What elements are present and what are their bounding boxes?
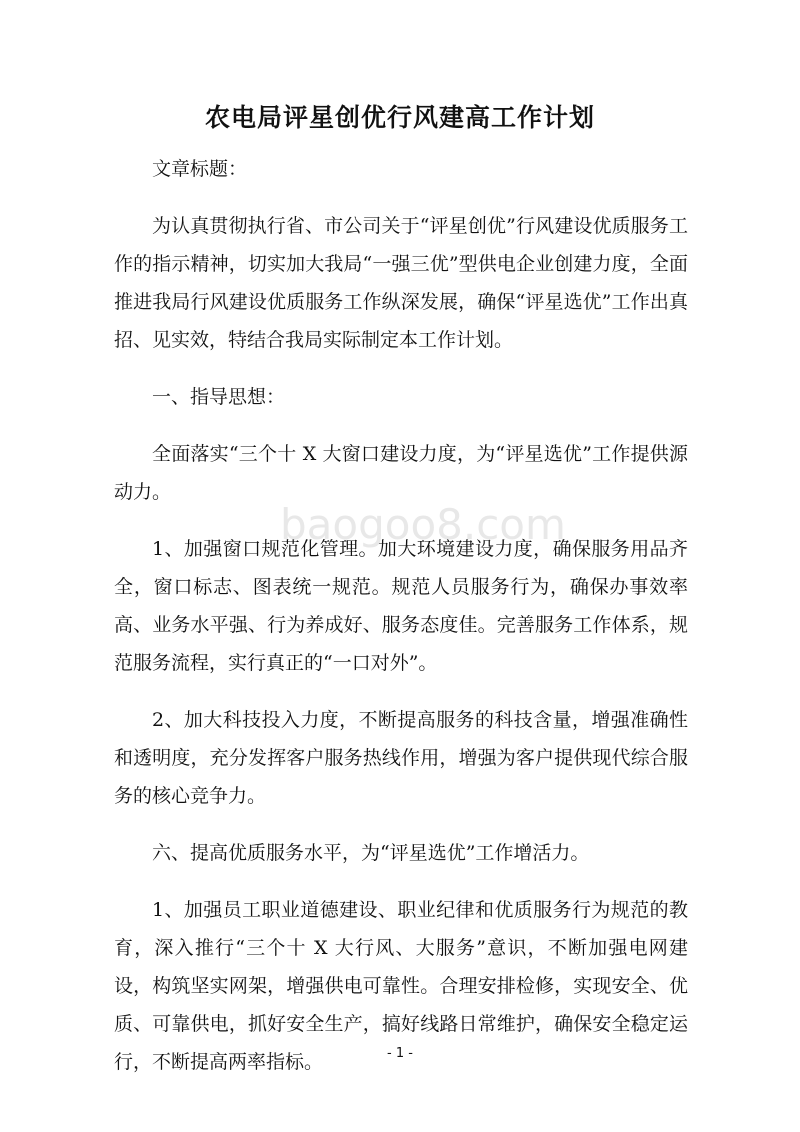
page-number: - 1 - <box>387 1046 413 1061</box>
paragraph-window-management: 1、加强窗口规范化管理。加大环境建设力度，确保服务用品齐全，窗口标志、图表统一规范。规范人员服务行为，确保办事效率高、业务水平强、行为养成好、服务态度佳。完善服务工作体系，规范服务流程，实行真正的“一口对外”。 <box>114 538 688 674</box>
paragraph-technology-investment: 2、加大科技投入力度，不断提高服务的科技含量，增强准确性和透明度，充分发挥客户服务热线作用，增强为客户提供现代综合服务的核心竞争力。 <box>114 709 688 807</box>
intro-paragraph: 为认真贯彻执行省、市公司关于“评星创优”行风建设优质服务工作的指示精神，切实加大我局“一强三优”型供电企业创建力度，全面推进我局行风建设优质服务工作纵深发展，确保“评星选优”工作出真招、见实效，特结合我局实际制定本工作计划。 <box>114 215 688 351</box>
section-heading-guiding-ideology: 一、指导思想： <box>152 386 286 408</box>
section-heading-service-level: 六、提高优质服务水平，为“评星选优”工作增活力。 <box>152 842 590 864</box>
article-title-label: 文章标题： <box>152 158 248 180</box>
document-title: 农电局评星创优行风建高工作计划 <box>204 103 595 132</box>
watermark: baogoo8.com <box>280 500 566 549</box>
paragraph-staff-ethics: 1、加强员工职业道德建设、职业纪律和优质服务行为规范的教育，深入推行“三个十 X 大行风、大服务”意识，不断加强电网建设，构筑坚实网架，增强供电可靠性。合理安排检修，实现安全、优质、可靠供电，抓好安全生产，搞好线路日常维护，确保安全稳定运行，不断提高两率指标。 <box>114 899 688 1073</box>
paragraph-implementation: 全面落实“三个十 X 大窗口建设力度，为“评星选优”工作提供源动力。 <box>114 443 688 503</box>
document-body <box>114 150 688 1100</box>
